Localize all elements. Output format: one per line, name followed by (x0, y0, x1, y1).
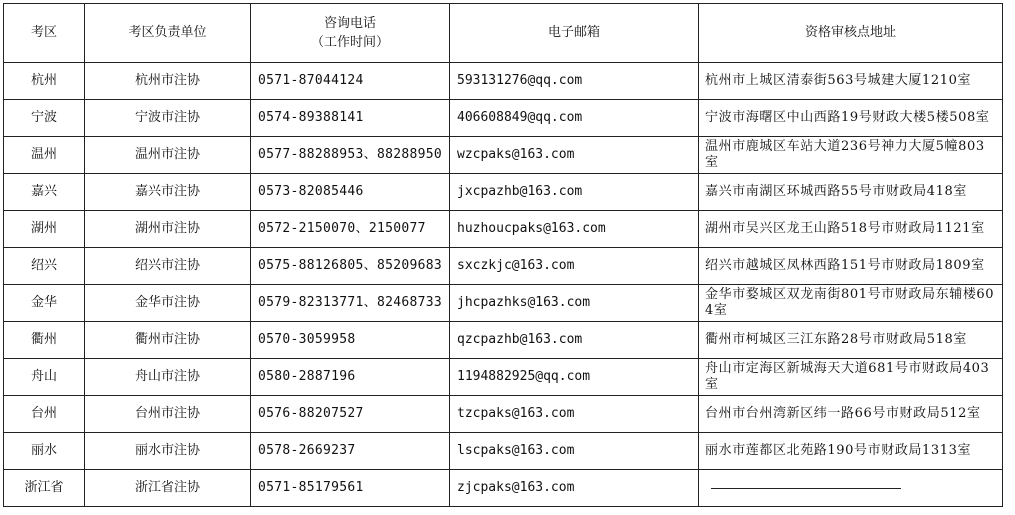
table-row (4, 470, 1003, 507)
cell-email: huzhoucpaks@163.com (450, 211, 699, 248)
cell-email: jxcpazhb@163.com (450, 174, 699, 211)
cell-unit: 衢州市注协 (85, 322, 251, 359)
table-row (4, 100, 1003, 137)
cell-address: 衢州市柯城区三江东路28号市财政局518室 (699, 322, 1003, 359)
cell-unit: 浙江省注协 (85, 470, 251, 507)
cell-unit: 湖州市注协 (85, 211, 251, 248)
cell-region: 温州 (4, 137, 85, 174)
cell-phone: 0577-88288953、88288950 (251, 137, 450, 174)
cell-email: jhcpazhks@163.com (450, 285, 699, 322)
table-row (4, 248, 1003, 285)
cell-region: 台州 (4, 396, 85, 433)
header-region: 考区 (4, 4, 85, 63)
header-phone-hours: （工作时间） (310, 34, 389, 50)
cell-address: 金华市婺城区双龙南街801号市财政局东辅楼604室 (699, 285, 1003, 322)
exam-contact-table (3, 3, 1003, 507)
table-row (4, 322, 1003, 359)
header-email: 电子邮箱 (450, 4, 699, 63)
cell-region: 杭州 (4, 63, 85, 100)
cell-phone: 0571-87044124 (251, 63, 450, 100)
cell-phone: 0574-89388141 (251, 100, 450, 137)
table-row (4, 433, 1003, 470)
cell-address: 宁波市海曙区中山西路19号财政大楼5楼508室 (699, 100, 1003, 137)
cell-address: 丽水市莲都区北苑路190号市财政局1313室 (699, 433, 1003, 470)
cell-unit: 温州市注协 (85, 137, 251, 174)
table-row (4, 359, 1003, 396)
table-row (4, 211, 1003, 248)
cell-email: zjcpaks@163.com (450, 470, 699, 507)
cell-region: 宁波 (4, 100, 85, 137)
cell-unit: 舟山市注协 (85, 359, 251, 396)
cell-address: 台州市台州湾新区纬一路66号市财政局512室 (699, 396, 1003, 433)
cell-phone: 0575-88126805、85209683 (251, 248, 450, 285)
cell-phone: 0573-82085446 (251, 174, 450, 211)
cell-phone: 0580-2887196 (251, 359, 450, 396)
cell-region: 湖州 (4, 211, 85, 248)
cell-address: 杭州市上城区清泰街563号城建大厦1210室 (699, 63, 1003, 100)
cell-region: 浙江省 (4, 470, 85, 507)
header-unit: 考区负责单位 (85, 4, 251, 63)
table-row (4, 285, 1003, 322)
cell-phone: 0571-85179561 (251, 470, 450, 507)
cell-email: 406608849@qq.com (450, 100, 699, 137)
table-row (4, 137, 1003, 174)
cell-address: 嘉兴市南湖区环城西路55号市财政局418室 (699, 174, 1003, 211)
cell-region: 衢州 (4, 322, 85, 359)
cell-address-blank (699, 470, 1003, 507)
cell-phone: 0570-3059958 (251, 322, 450, 359)
header-phone-label: 咨询电话 (323, 15, 376, 31)
cell-unit: 金华市注协 (85, 285, 251, 322)
blank-address-line (711, 488, 901, 489)
table-row (4, 63, 1003, 100)
header-phone (251, 4, 450, 63)
table-row (4, 174, 1003, 211)
cell-phone: 0578-2669237 (251, 433, 450, 470)
cell-email: 1194882925@qq.com (450, 359, 699, 396)
cell-unit: 嘉兴市注协 (85, 174, 251, 211)
cell-unit: 宁波市注协 (85, 100, 251, 137)
cell-email: 593131276@qq.com (450, 63, 699, 100)
cell-phone: 0576-88207527 (251, 396, 450, 433)
cell-phone: 0579-82313771、82468733 (251, 285, 450, 322)
cell-phone: 0572-2150070、2150077 (251, 211, 450, 248)
cell-address: 湖州市吴兴区龙王山路518号市财政局1121室 (699, 211, 1003, 248)
header-address: 资格审核点地址 (699, 4, 1003, 63)
cell-email: tzcpaks@163.com (450, 396, 699, 433)
cell-unit: 绍兴市注协 (85, 248, 251, 285)
cell-unit: 丽水市注协 (85, 433, 251, 470)
cell-region: 绍兴 (4, 248, 85, 285)
cell-region: 丽水 (4, 433, 85, 470)
cell-region: 嘉兴 (4, 174, 85, 211)
cell-unit: 杭州市注协 (85, 63, 251, 100)
cell-email: qzcpazhb@163.com (450, 322, 699, 359)
cell-email: lscpaks@163.com (450, 433, 699, 470)
header-row (4, 4, 1003, 63)
cell-address: 温州市鹿城区车站大道236号神力大厦5幢803室 (699, 137, 1003, 174)
cell-email: wzcpaks@163.com (450, 137, 699, 174)
cell-region: 舟山 (4, 359, 85, 396)
cell-region: 金华 (4, 285, 85, 322)
cell-address: 舟山市定海区新城海天大道681号市财政局403室 (699, 359, 1003, 396)
cell-email: sxczkjc@163.com (450, 248, 699, 285)
table-row (4, 396, 1003, 433)
cell-address: 绍兴市越城区凤林西路151号市财政局1809室 (699, 248, 1003, 285)
cell-unit: 台州市注协 (85, 396, 251, 433)
